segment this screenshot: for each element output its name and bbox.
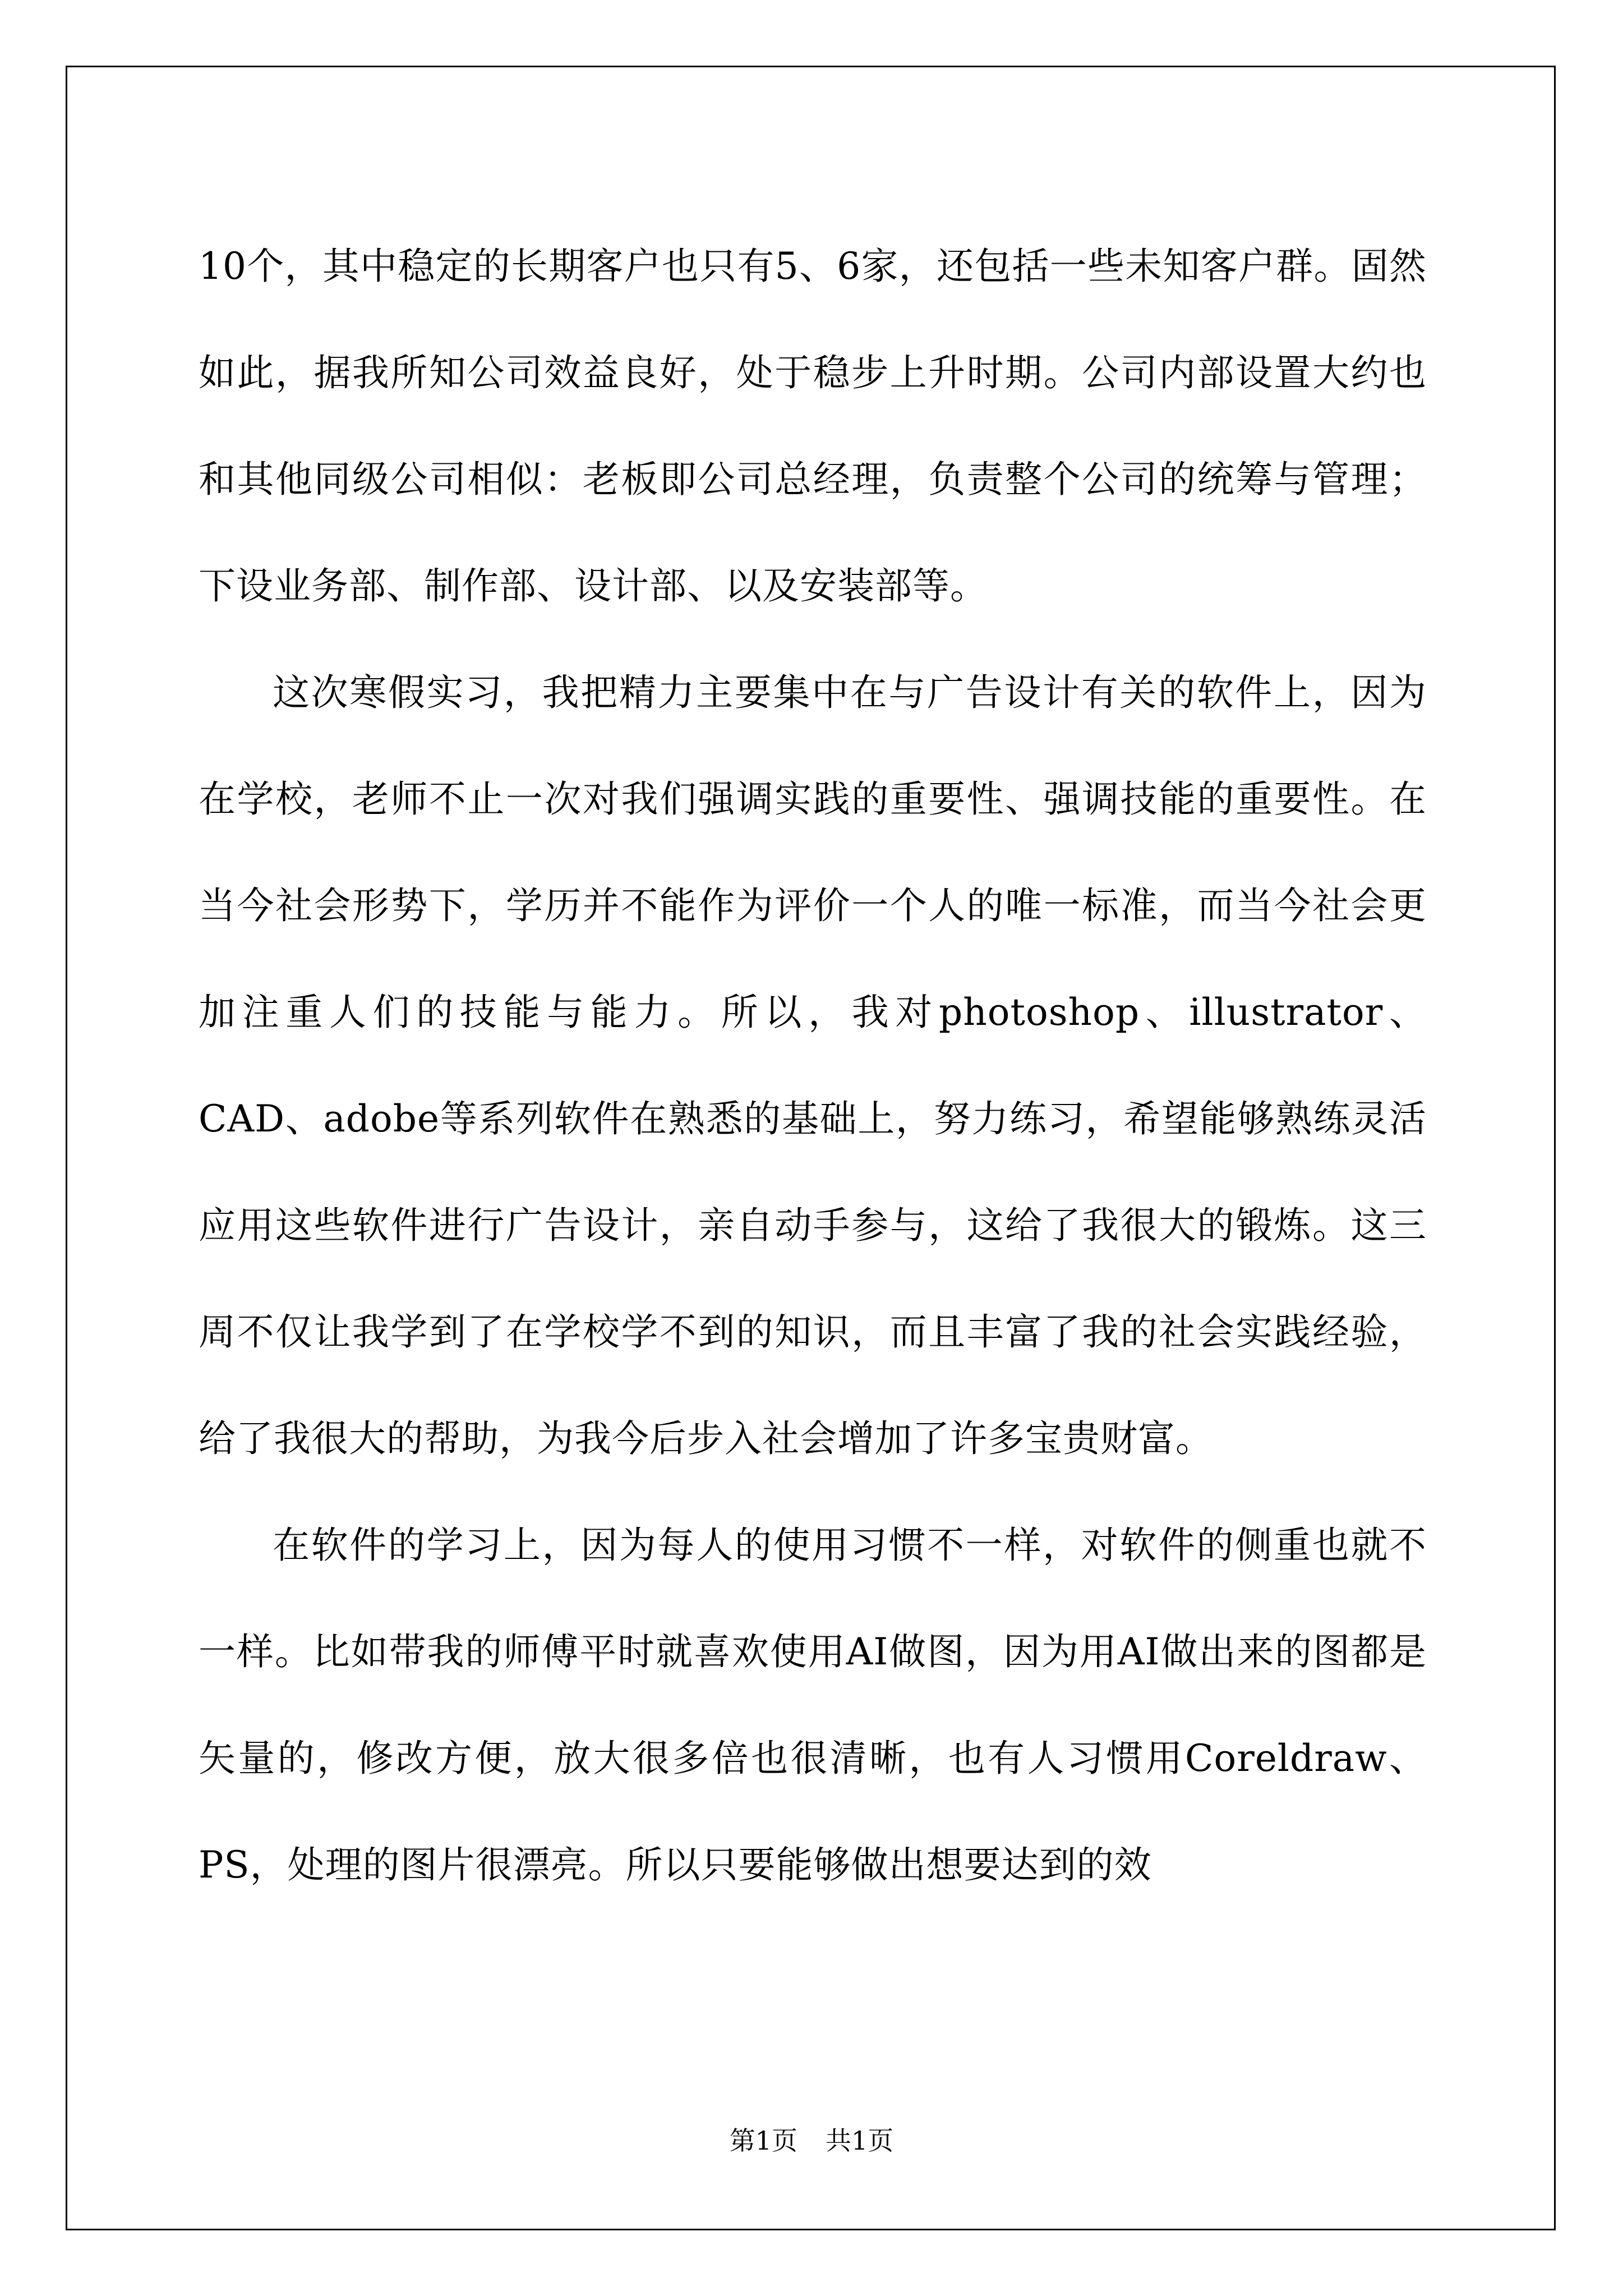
page-total: 共1页 <box>826 2125 894 2156</box>
document-body <box>199 213 1427 1918</box>
page-footer <box>0 2120 1623 2157</box>
page-number: 第1页 <box>729 2125 797 2156</box>
paragraph: 这次寒假实习，我把精力主要集中在与广告设计有关的软件上，因为在学校，老师不止一次对我们强调实践的重要性、强调技能的重要性。在当今社会形势下，学历并不能作为评价一个人的唯一标准，而当今社会更加注重人们的技能与能力。所以，我对photoshop、illustrator、CAD、adobe等系列软件在熟悉的基础上，努力练习，希望能够熟练灵活应用这些软件进行广告设计，亲自动手参与，这给了我很大的锻炼。这三周不仅让我学到了在学校学不到的知识，而且丰富了我的社会实践经验，给了我很大的帮助，为我今后步入社会增加了许多宝贵财富。 <box>199 671 1427 1460</box>
paragraph: 在软件的学习上，因为每人的使用习惯不一样，对软件的侧重也就不一样。比如带我的师傅平时就喜欢使用AI做图，因为用AI做出来的图都是矢量的，修改方便，放大很多倍也很清晰，也有人习惯用Coreldraw、PS，处理的图片很漂亮。所以只要能够做出想要达到的效 <box>199 1524 1427 1887</box>
paragraph: 10个，其中稳定的长期客户也只有5、6家，还包括一些未知客户群。固然如此，据我所知公司效益良好，处于稳步上升时期。公司内部设置大约也和其他同级公司相似：老板即公司总经理，负责整个公司的统筹与管理；下设业务部、制作部、设计部、以及安装部等。 <box>199 245 1427 608</box>
